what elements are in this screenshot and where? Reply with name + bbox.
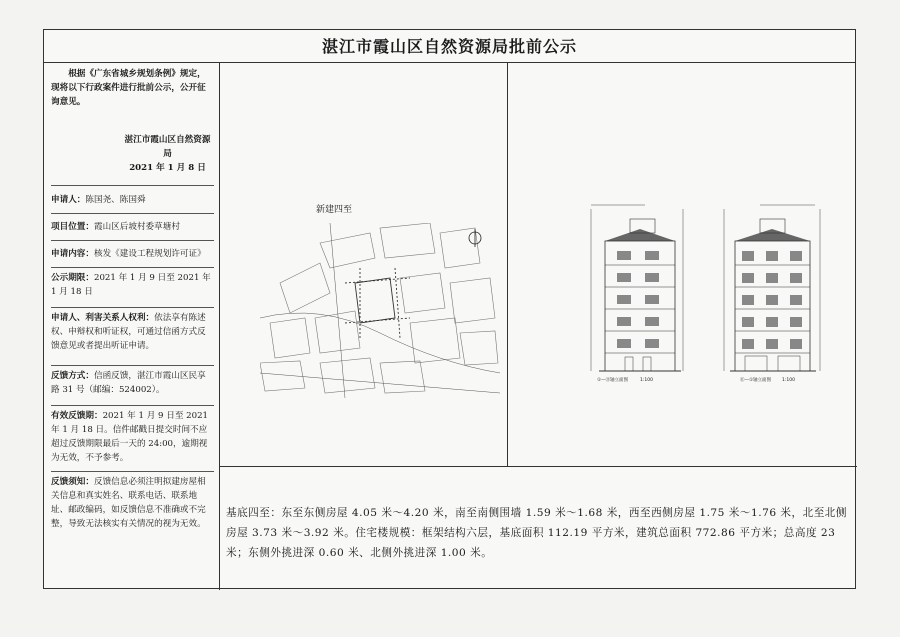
elevation-scale-left: 1:100 (640, 378, 653, 383)
drawing-row (220, 63, 857, 467)
issue-date: 2021 年 1 月 8 日 (129, 163, 206, 173)
page-title: 湛江市霞山区自然资源局批前公示 (44, 30, 855, 63)
applicant-row (51, 187, 214, 214)
elevation-drawing-right (720, 201, 825, 386)
applicant-label: 申请人： (51, 195, 86, 205)
intro-text: 根据《广东省城乡规划条例》规定，现将以下行政案件进行批前公示，公开征询意见。 (51, 69, 206, 107)
location-value: 霞山区后坡村委草塘村 (93, 222, 180, 232)
period-value: 2021 年 1 月 9 日至 2021 年 1 月 18 日 (51, 273, 211, 297)
valid-period-label: 有效反馈期： (51, 411, 103, 421)
elevation-scale-right: 1:100 (782, 378, 795, 383)
feedback-label: 反馈方式： (51, 371, 94, 381)
valid-period-row (51, 407, 214, 472)
applicant-value: 陈国尧、陈国舜 (85, 195, 146, 205)
notice-sheet (43, 29, 856, 589)
site-plan-drawing (260, 223, 500, 398)
elevation-label-left: ①—⑪轴立面图 (597, 378, 629, 383)
elevation-drawing-left (585, 201, 690, 386)
location-row (51, 214, 214, 241)
valid-period-value: 2021 年 1 月 9 日至 2021 年 1 月 18 日。信件邮戳日提交时间不应超过反馈期限最后一天的 24:00，逾期视为无效，不予参考。 (51, 411, 209, 463)
rights-label: 申请人、利害关系人权利： (51, 313, 155, 323)
intro-section (51, 67, 214, 186)
drawings-column (220, 63, 857, 590)
period-label: 公示期限： (51, 273, 94, 283)
rights-value: 依法享有陈述权、申辩权和听证权，可通过信函方式反馈意见或者提出听证申请。 (51, 313, 206, 351)
site-description: 基底四至：东至东侧房屋 4.05 米～4.20 米，南至南侧围墙 1.59 米～1.68 米，西至西侧房屋 1.75 米～1.76 米，北至北侧房屋 3.73 米～3.92 米。住宅楼规模：框架结构六层，基底面积 112.19 平方米，建筑总面积 772.86 平方米；总高度 23 米；东侧外挑进深 0.60 米、北侧外挑进深 1.00 米。 (226, 507, 847, 559)
matter-label: 申请内容： (51, 249, 94, 259)
notice-label: 反馈须知： (51, 477, 94, 487)
notice-row (51, 473, 214, 555)
notice-value: 反馈信息必须注明拟建房屋相关信息和真实姓名、联系电话、联系地址、邮政编码，如反馈信息不准确或不完整，导致无法核实有关情况的视为无效。 (51, 477, 206, 529)
period-row (51, 269, 214, 308)
matter-value: 核发《建设工程规划许可证》 (93, 249, 206, 259)
elevation-label-right: ⑪—①轴立面图 (740, 378, 772, 383)
rights-row (51, 309, 214, 366)
plan-title: 新建四至 (316, 205, 353, 215)
north-arrow-icon (469, 229, 481, 247)
matter-row (51, 241, 214, 268)
location-label: 项目位置： (51, 222, 94, 232)
info-column (44, 63, 220, 590)
feedback-value: 信函反馈，湛江市霞山区民享路 31 号（邮编：524002）。 (51, 371, 206, 395)
issuer: 湛江市霞山区自然资源局 (124, 135, 211, 159)
feedback-row (51, 367, 214, 406)
